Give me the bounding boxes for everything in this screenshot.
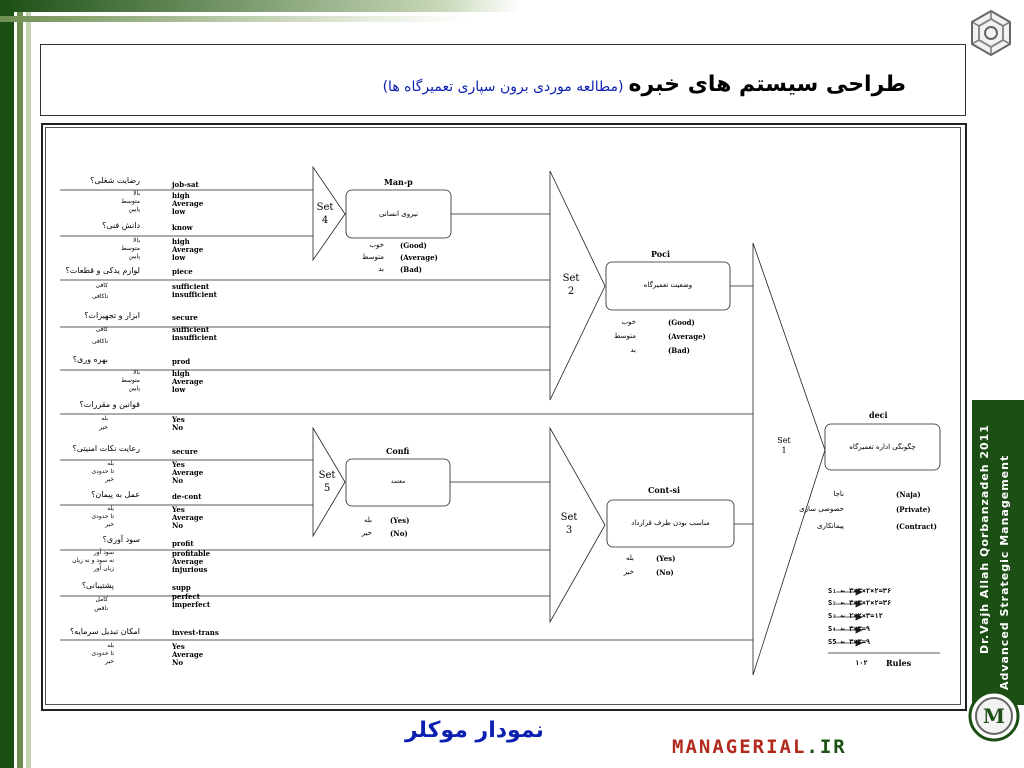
out-fa: ناجا [833, 490, 844, 498]
input-label-rules: قوانین و مقررات؟ [79, 400, 140, 409]
out-fa: بد [378, 265, 384, 273]
out-en: (Good) [400, 241, 427, 250]
out-fa: خوب [369, 241, 384, 249]
level-en: insufficient [172, 290, 217, 299]
input-label-contract: عمل به پیمان؟ [91, 490, 140, 499]
input-label-profit: سود آوری؟ [102, 535, 140, 544]
out-en: (Average) [400, 253, 438, 262]
out-en: (No) [656, 568, 674, 577]
level-fa: بالا [133, 237, 140, 244]
svg-text:M: M [982, 704, 1006, 728]
rule-line: S₃ ← ۲×۲×۳=۱۲ [828, 612, 883, 620]
input-code-tools: secure [172, 313, 198, 322]
input-code-profit: profit [172, 539, 194, 548]
input-code-contract: de-cont [172, 492, 202, 501]
set-2-label: Set 2 [562, 273, 580, 297]
input-label-prod: بهره وری؟ [72, 355, 108, 364]
level-en: low [172, 253, 186, 262]
level-fa: خیر [105, 658, 114, 665]
side-credit-author: Dr.Vajh Allah Qorbanzadeh 2011 [978, 424, 991, 654]
side-credit-course: Advanced Strategic Management [998, 454, 1011, 690]
level-en: perfect [172, 592, 200, 601]
level-fa: متوسط [121, 377, 140, 384]
input-code-safety: secure [172, 447, 198, 456]
level-en: Average [172, 199, 204, 208]
level-en: Average [172, 468, 204, 477]
level-fa: نه سود و نه زیان [72, 557, 114, 564]
rule-line: S5 ← ۳×۳=۹ [828, 638, 871, 646]
input-label-tools: ابزار و تجهیزات؟ [84, 311, 140, 320]
input-code-invest: invest-trans [172, 628, 219, 637]
level-fa: بالا [133, 190, 140, 197]
level-en: No [172, 658, 184, 667]
out-en: (Contract) [896, 522, 937, 531]
box-poci-text: وضعیت تعمیرگاه [643, 281, 693, 289]
level-fa: کامل [95, 596, 108, 603]
set-3-label: Set 3 [560, 512, 578, 536]
box-manp-title: Man-p [384, 177, 413, 187]
out-en: (Good) [668, 318, 695, 327]
out-fa: بله [363, 516, 372, 524]
rules-total: ۱۰۲ [855, 659, 868, 667]
out-fa: متوسط [362, 253, 384, 261]
out-fa: بد [630, 346, 636, 354]
out-en: (Bad) [400, 265, 422, 274]
rule-line: S₁ ← ۳×۳×۲×۲=۳۶ [828, 587, 892, 595]
set-5-label: Set 5 [318, 470, 336, 494]
level-fa: خیر [99, 424, 108, 431]
box-confi-title: Confi [386, 446, 410, 456]
level-fa: کافی [95, 282, 108, 289]
input-code-prod: prod [172, 357, 191, 366]
level-fa: بله [107, 642, 114, 649]
out-fa: خیر [361, 529, 372, 537]
out-en: (Yes) [390, 516, 410, 525]
out-fa: خوب [621, 318, 636, 326]
out-en: (Private) [896, 505, 931, 514]
input-code-job-sat: job-sat [172, 180, 199, 189]
set-4-label: Set 4 [316, 202, 334, 226]
level-en: high [172, 191, 190, 200]
level-fa: ناقص [94, 605, 108, 612]
footer-title: نمودار موکلر [405, 718, 544, 743]
box-deci-title: deci [869, 410, 888, 420]
out-en: (Yes) [656, 554, 676, 563]
level-fa: ناکافی [91, 293, 108, 300]
level-fa: پایین [128, 253, 140, 260]
level-en: imperfect [172, 600, 211, 609]
box-poci-title: Poci [651, 249, 671, 259]
input-label-piece: لوازم یدکی و قطعات؟ [65, 266, 140, 275]
out-en: (Naja) [896, 490, 921, 499]
level-fa: بالا [133, 369, 140, 376]
box-contsi-title: Cont-si [648, 485, 681, 495]
set-1-label: Set 1 [777, 436, 791, 456]
input-label-invest: امکان تبدیل سرمایه؟ [69, 627, 140, 636]
level-fa: متوسط [121, 245, 140, 252]
brand-m-logo-icon [968, 690, 1020, 742]
level-fa: خیر [105, 476, 114, 483]
box-deci-text: چگونگی اداره تعمیرگاه [849, 443, 916, 451]
level-en: Average [172, 513, 204, 522]
level-en: high [172, 237, 190, 246]
out-fa: خصوصی سازی [799, 505, 844, 513]
out-en: (No) [390, 529, 408, 538]
box-contsi-text: مناسب بودن طرف قرارداد [631, 519, 710, 527]
rule-line: S₂ ← ۳×۳×۲×۲=۳۶ [828, 599, 892, 607]
level-en: insufficient [172, 333, 217, 342]
level-fa: سود آور [93, 549, 114, 556]
level-fa: بله [101, 415, 108, 422]
level-en: Yes [172, 415, 185, 424]
out-en: (Bad) [668, 346, 690, 355]
out-fa: پیمانکاری [816, 522, 844, 530]
level-fa: کافی [95, 326, 108, 333]
level-fa: بله [107, 460, 114, 467]
rule-line: S₄ ← ۳×۳=۹ [828, 625, 871, 633]
level-en: No [172, 476, 184, 485]
level-fa: زیان آور [93, 565, 114, 572]
out-fa: خیر [623, 568, 634, 576]
level-en: No [172, 521, 184, 530]
level-en: Average [172, 245, 204, 254]
input-label-know: دانش فنی؟ [102, 221, 140, 230]
level-en: Yes [172, 460, 185, 469]
level-fa: خیر [105, 521, 114, 528]
level-en: No [172, 423, 184, 432]
out-fa: متوسط [614, 332, 636, 340]
brand-part-2: .IR [806, 736, 847, 758]
level-en: Average [172, 650, 204, 659]
level-en: Yes [172, 642, 185, 651]
input-label-job-sat: رضایت شغلی؟ [90, 176, 140, 185]
level-fa: پایین [128, 206, 140, 213]
brand-part-1: MANAGERIAL [672, 736, 807, 758]
out-fa: بله [625, 554, 634, 562]
level-fa: متوسط [121, 198, 140, 205]
title-subtitle: (مطالعه موردی برون سپاری تعمیرگاه ها) [382, 79, 624, 95]
input-label-safety: رعایت نکات امنیتی؟ [72, 444, 140, 453]
level-en: Average [172, 557, 204, 566]
input-label-support: پشتیبانی؟ [81, 581, 114, 590]
level-fa: تا حدودی [91, 468, 114, 475]
level-fa: پایین [128, 385, 140, 392]
level-en: injurious [172, 565, 208, 574]
out-en: (Average) [668, 332, 706, 341]
input-code-support: supp [172, 583, 191, 592]
level-en: profitable [172, 549, 211, 558]
level-en: high [172, 369, 190, 378]
level-en: low [172, 207, 186, 216]
level-en: sufficient [172, 325, 210, 334]
level-fa: ناکافی [91, 338, 108, 345]
rules-label: Rules [886, 658, 912, 668]
input-code-know: know [172, 223, 193, 232]
title-main: طراحی سیستم های خبره [628, 72, 906, 97]
box-manp-text: نیروی انسانی [378, 210, 419, 218]
level-en: low [172, 385, 186, 394]
level-en: Average [172, 377, 204, 386]
box-confi-text: معتمد [390, 478, 406, 485]
level-fa: بله [107, 505, 114, 512]
level-fa: تا حدودی [91, 513, 114, 520]
input-code-piece: piece [172, 267, 193, 276]
brand-wordmark [672, 736, 847, 758]
level-en: sufficient [172, 282, 210, 291]
level-en: Yes [172, 505, 185, 514]
level-fa: تا حدودی [91, 650, 114, 657]
